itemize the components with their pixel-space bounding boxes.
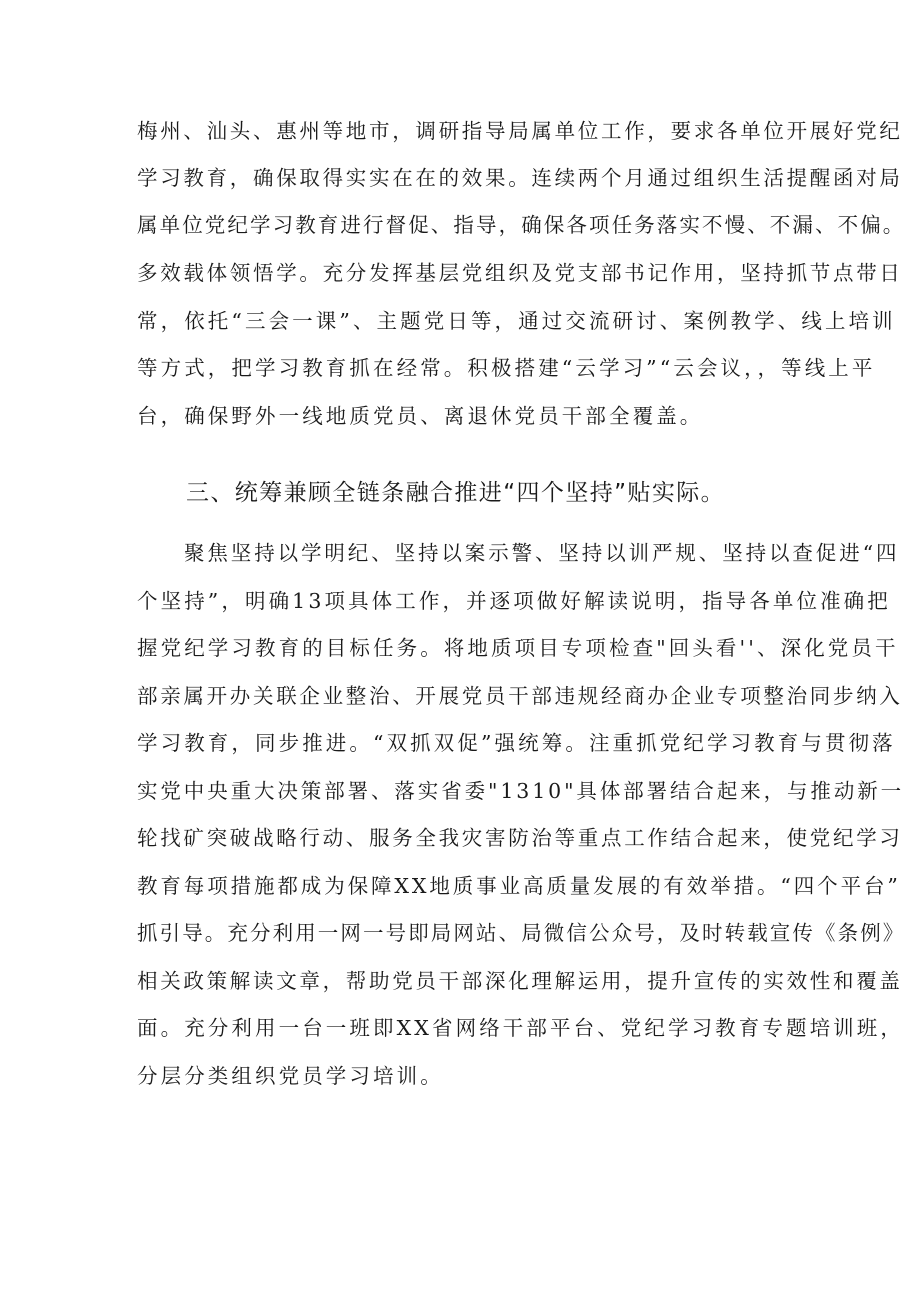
- text-line: 个坚持”，明确13项具体工作，并逐项做好解读说明，指导各单位准确把: [137, 589, 891, 613]
- text-line: 台，确保野外一线地质党员、离退休党员干部全覆盖。: [137, 404, 704, 428]
- text-line: 常，依托“三会一课”、主题党日等，通过交流研讨、案例教学、线上培训: [137, 309, 896, 333]
- text-line: 相关政策解读文章，帮助党员干部深化理解运用，提升宣传的实效性和覆盖: [137, 969, 903, 993]
- text-line: 多效载体领悟学。充分发挥基层党组织及党支部书记作用，坚持抓节点带日: [137, 261, 903, 285]
- text-line: 部亲属开办关联企业整治、开展党员干部违规经商办企业专项整治同步纳入: [137, 684, 903, 708]
- text-line: 握党纪学习教育的目标任务。将地质项目专项检查"回头看''、深化党员干: [137, 636, 899, 660]
- text-line: 轮找矿突破战略行动、服务全我灾害防治等重点工作结合起来，使党纪学习: [137, 826, 903, 850]
- section-heading: 三、统筹兼顾全链条融合推进“四个坚持”贴实际。: [186, 480, 726, 506]
- text-line: 属单位党纪学习教育进行督促、指导，确保各项任务落实不慢、不漏、不偏。: [137, 213, 906, 237]
- text-line: 聚焦坚持以学明纪、坚持以案示警、坚持以训严规、坚持以查促进“四: [184, 541, 900, 565]
- text-line: 分层分类组织党员学习培训。: [137, 1064, 444, 1088]
- text-line: 等方式，把学习教育抓在经常。积极搭建“云学习”“云会议，，等线上平: [137, 356, 876, 380]
- text-line: 抓引导。充分利用一网一号即局网站、局微信公众号，及时转载宣传《条例》: [137, 921, 906, 945]
- text-line: 实党中央重大决策部署、落实省委"1310"具体部署结合起来，与推动新一: [137, 779, 905, 803]
- text-line: 梅州、汕头、惠州等地市，调研指导局属单位工作，要求各单位开展好党纪: [137, 119, 903, 143]
- text-line: 教育每项措施都成为保障XX地质事业高质量发展的有效举措。“四个平台”: [137, 874, 901, 898]
- text-line: 面。充分利用一台一班即XX省网络干部平台、党纪学习教育专题培训班，: [137, 1016, 904, 1040]
- text-line: 学习教育，同步推进。“双抓双促”强统筹。注重抓党纪学习教育与贯彻落: [137, 731, 896, 755]
- text-line: 学习教育，确保取得实实在在的效果。连续两个月通过组织生活提醒函对局: [137, 166, 903, 190]
